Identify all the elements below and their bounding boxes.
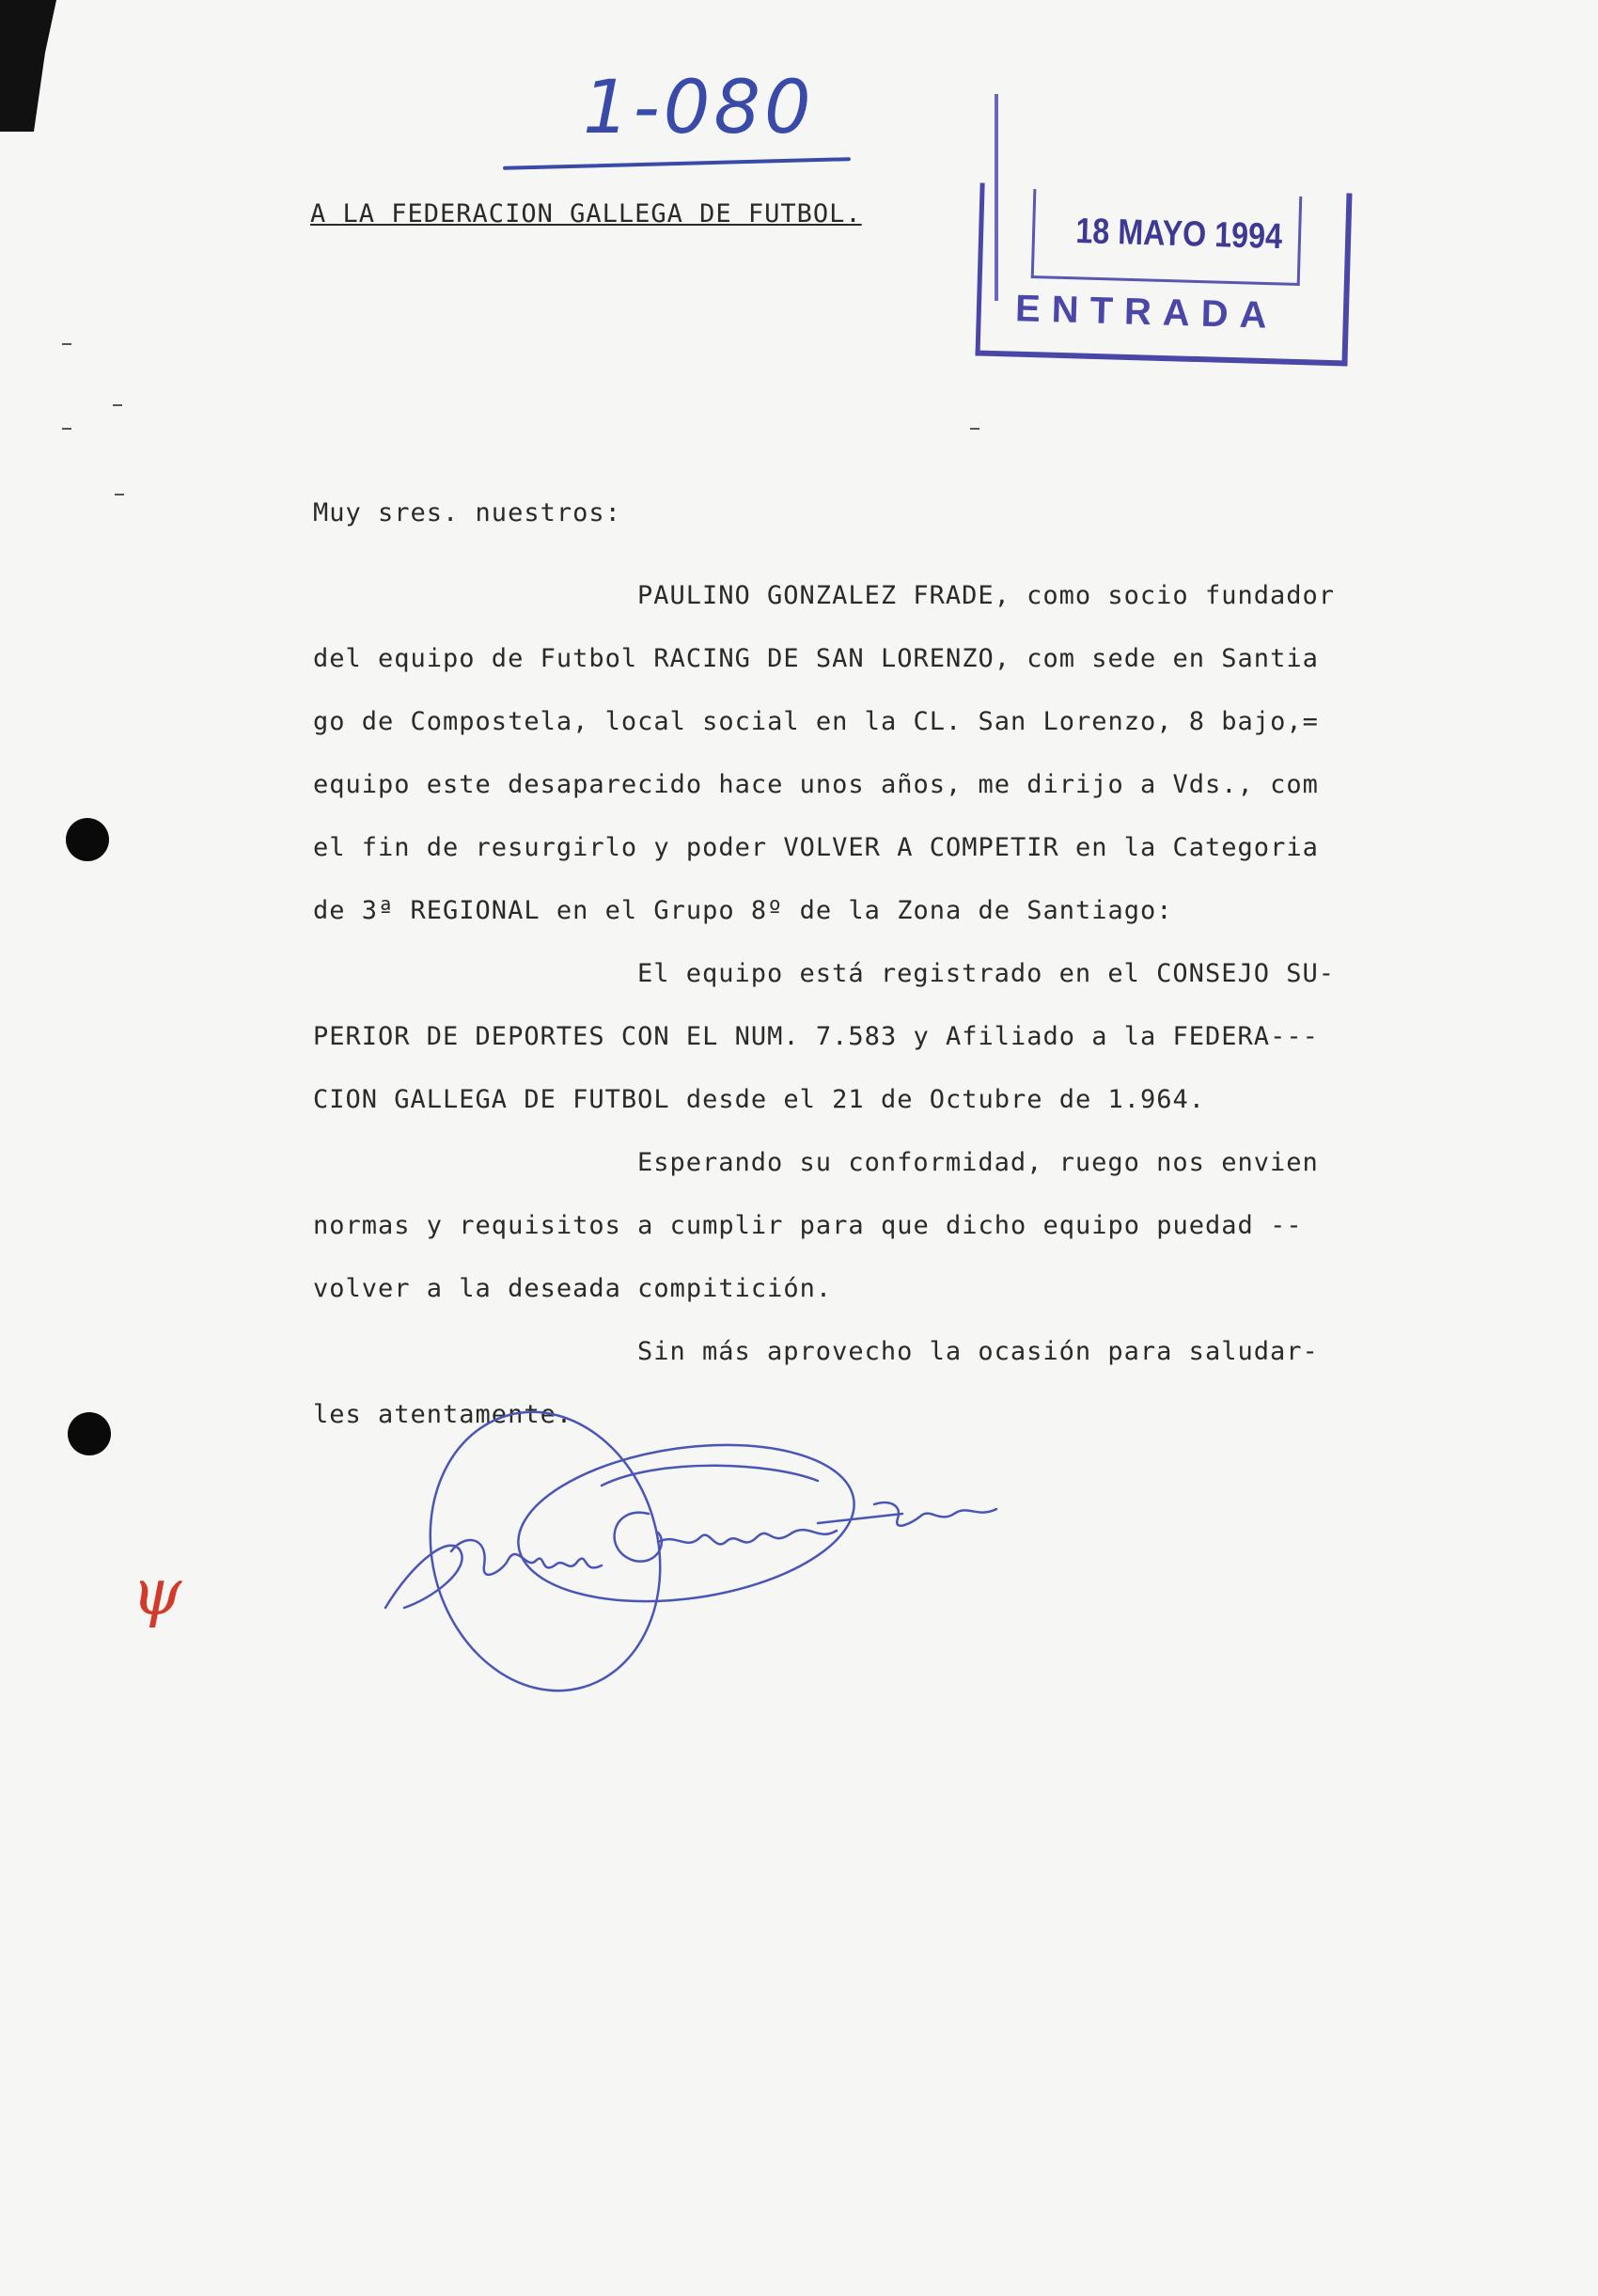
body-line: Esperando su conformidad, ruego nos envien <box>637 1148 1319 1177</box>
torn-corner <box>0 0 56 132</box>
stamp-label: ENTRADA <box>1014 288 1279 337</box>
red-pencil-mark: ψ <box>132 1556 182 1630</box>
addressee: A LA FEDERACION GALLEGA DE FUTBOL. <box>310 199 862 228</box>
file-number-underline <box>503 157 851 170</box>
body-line: de 3ª REGIONAL en el Grupo 8º de la Zona de Santiago: <box>313 896 1173 925</box>
body-line: el fin de resurgirlo y poder VOLVER A COMPETIR en la Categoria <box>313 833 1319 862</box>
speck <box>115 494 124 495</box>
punch-hole <box>66 818 109 861</box>
file-number: 1-080 <box>583 66 815 150</box>
speck <box>113 404 122 406</box>
body-line: go de Compostela, local social en la CL. San Lorenzo, 8 bajo,= <box>313 707 1319 736</box>
body-line: volver a la deseada compitición. <box>313 1274 833 1303</box>
body-line: les atentamente. <box>313 1400 573 1429</box>
body-line: normas y requisitos a cumplir para que dicho equipo puedad -- <box>313 1211 1303 1240</box>
body-line: PAULINO GONZALEZ FRADE, como socio fundador <box>637 581 1335 610</box>
handwritten-signature <box>376 1410 1090 1711</box>
speck <box>62 343 71 345</box>
body-line: El equipo está registrado en el CONSEJO SU- <box>637 959 1335 988</box>
salutation: Muy sres. nuestros: <box>313 498 621 527</box>
punch-hole <box>68 1412 111 1455</box>
body-line: PERIOR DE DEPORTES CON EL NUM. 7.583 y Afiliado a la FEDERA--- <box>313 1022 1319 1051</box>
body-line: del equipo de Futbol RACING DE SAN LORENZO, com sede en Santia <box>313 644 1319 673</box>
body-line: equipo este desaparecido hace unos años, me dirijo a Vds., com <box>313 770 1319 799</box>
body-line: CION GALLEGA DE FUTBOL desde el 21 de Octubre de 1.964. <box>313 1085 1206 1114</box>
body-line: Sin más aprovecho la ocasión para saludar- <box>637 1337 1319 1366</box>
speck <box>62 428 71 430</box>
speck <box>970 428 979 430</box>
stamp-date: 18 MAYO 1994 <box>1074 212 1283 258</box>
